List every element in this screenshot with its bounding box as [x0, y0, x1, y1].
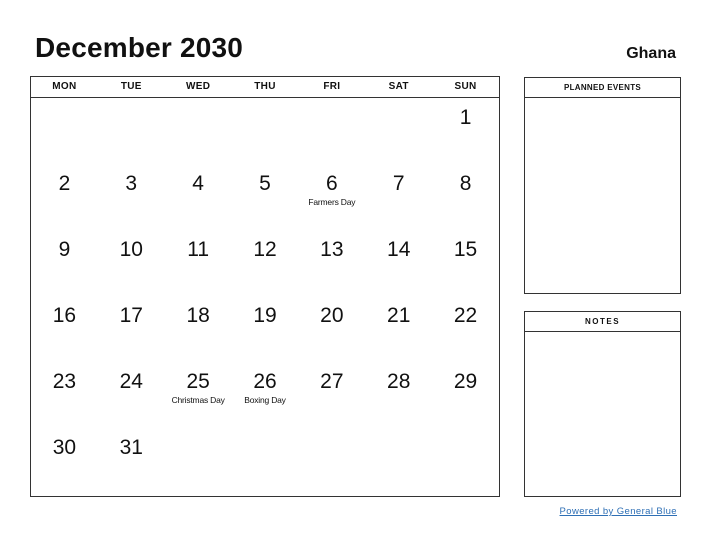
- weekday-thu: THU: [254, 81, 276, 92]
- day-number: 22: [453, 304, 478, 327]
- day-cell[interactable]: [232, 230, 299, 296]
- weekday-fri: FRI: [323, 81, 341, 92]
- day-number: 18: [186, 304, 210, 327]
- day-cell[interactable]: [98, 296, 165, 362]
- day-number: 27: [320, 370, 344, 393]
- notes-panel[interactable]: [524, 311, 681, 497]
- day-number: 24: [119, 370, 143, 393]
- day-number: 29: [453, 370, 478, 393]
- day-cell[interactable]: [98, 98, 165, 164]
- day-number: 20: [320, 304, 344, 327]
- week-row: [31, 428, 499, 494]
- day-cell[interactable]: [432, 428, 499, 494]
- day-number: 12: [253, 238, 277, 261]
- day-number: 4: [192, 172, 204, 195]
- day-number: 25: [186, 370, 210, 393]
- day-number: 21: [387, 304, 411, 327]
- day-cell[interactable]: [232, 428, 299, 494]
- day-cell[interactable]: [365, 428, 432, 494]
- planned-events-title: PLANNED EVENTS: [525, 78, 680, 98]
- day-number: 2: [58, 172, 71, 195]
- page-title: December 2030: [35, 32, 244, 63]
- day-cell[interactable]: [232, 296, 299, 362]
- day-cell[interactable]: [365, 98, 432, 164]
- day-number: 17: [119, 304, 143, 327]
- day-cell[interactable]: [232, 362, 299, 428]
- planned-events-panel[interactable]: [524, 77, 681, 294]
- day-number: 13: [320, 238, 344, 261]
- day-cell[interactable]: [165, 428, 232, 494]
- week-row: [31, 296, 499, 362]
- week-row: [31, 230, 499, 296]
- day-number: 6: [326, 172, 338, 195]
- weekday-tue: TUE: [120, 81, 142, 92]
- holiday-label: Boxing Day: [244, 395, 286, 405]
- day-cell[interactable]: [298, 98, 365, 164]
- day-number: 1: [459, 106, 472, 129]
- holiday-label: Christmas Day: [171, 395, 225, 405]
- day-cell[interactable]: [298, 296, 365, 362]
- day-cell[interactable]: [298, 428, 365, 494]
- day-cell[interactable]: [165, 164, 232, 230]
- day-number: 30: [52, 436, 77, 459]
- day-cell[interactable]: [365, 230, 432, 296]
- country-label: Ghana: [626, 45, 676, 62]
- day-cell[interactable]: [432, 98, 499, 164]
- day-number: 11: [187, 238, 210, 261]
- day-number: 16: [52, 304, 77, 327]
- calendar-weeks: [31, 98, 499, 496]
- day-number: 31: [119, 436, 143, 459]
- day-number: 28: [387, 370, 411, 393]
- weekday-wed: WED: [186, 81, 211, 92]
- week-row: [31, 362, 499, 428]
- weekday-mon: MON: [52, 81, 77, 92]
- day-cell[interactable]: [298, 362, 365, 428]
- day-number: 26: [253, 370, 277, 393]
- day-cell[interactable]: [98, 230, 165, 296]
- day-cell[interactable]: [98, 362, 165, 428]
- weekday-sun: SUN: [454, 81, 477, 92]
- notes-title: NOTES: [525, 312, 680, 332]
- day-number: 23: [52, 370, 77, 393]
- day-cell[interactable]: [365, 362, 432, 428]
- weekday-header: [31, 77, 499, 98]
- day-cell[interactable]: [432, 230, 499, 296]
- week-row: [31, 98, 499, 164]
- day-cell[interactable]: [31, 164, 98, 230]
- day-cell[interactable]: [165, 296, 232, 362]
- day-cell[interactable]: [165, 362, 232, 428]
- calendar-grid: [30, 76, 500, 497]
- day-cell[interactable]: [165, 98, 232, 164]
- day-cell[interactable]: [365, 296, 432, 362]
- day-number: 19: [253, 304, 277, 327]
- weekday-sat: SAT: [388, 81, 409, 92]
- day-cell[interactable]: [432, 362, 499, 428]
- day-cell[interactable]: [432, 296, 499, 362]
- day-cell[interactable]: [432, 164, 499, 230]
- day-cell[interactable]: [298, 230, 365, 296]
- day-number: 5: [259, 172, 271, 195]
- day-number: 3: [125, 172, 138, 195]
- day-number: 7: [392, 172, 405, 195]
- day-number: 9: [58, 238, 71, 261]
- day-number: 14: [387, 238, 411, 261]
- week-row: [31, 164, 499, 230]
- day-cell[interactable]: [31, 362, 98, 428]
- day-cell[interactable]: [31, 296, 98, 362]
- day-cell[interactable]: [31, 230, 98, 296]
- day-cell[interactable]: [298, 164, 365, 230]
- day-cell[interactable]: [98, 164, 165, 230]
- day-number: 15: [453, 238, 478, 261]
- holiday-label: Farmers Day: [308, 197, 356, 207]
- day-cell[interactable]: [31, 428, 98, 494]
- day-number: 8: [459, 172, 472, 195]
- day-cell[interactable]: [365, 164, 432, 230]
- powered-by-link[interactable]: Powered by General Blue: [559, 506, 677, 517]
- day-cell[interactable]: [98, 428, 165, 494]
- day-cell[interactable]: [165, 230, 232, 296]
- day-cell[interactable]: [232, 98, 299, 164]
- day-number: 10: [119, 238, 143, 261]
- day-cell[interactable]: [232, 164, 299, 230]
- day-cell[interactable]: [31, 98, 98, 164]
